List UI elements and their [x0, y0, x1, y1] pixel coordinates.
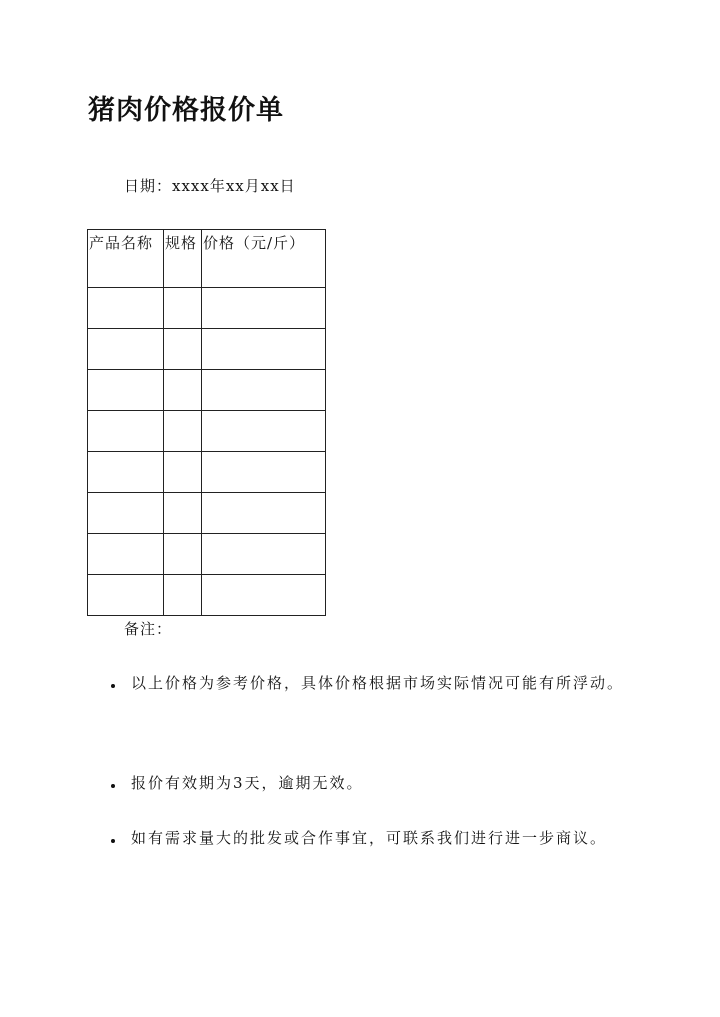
table-cell — [164, 411, 202, 452]
table-row — [88, 575, 326, 616]
table-cell — [164, 329, 202, 370]
price-table — [87, 229, 326, 616]
table-cell — [164, 452, 202, 493]
table-cell — [202, 329, 326, 370]
header-price: 价格（元/斤） — [202, 230, 326, 288]
remark-item: 报价有效期为3天，逾期无效。 — [131, 774, 364, 792]
table-cell — [88, 534, 164, 575]
table-cell — [164, 575, 202, 616]
table-cell — [164, 370, 202, 411]
table-cell — [202, 452, 326, 493]
document-title: 猪肉价格报价单 — [88, 95, 284, 126]
table-cell — [88, 288, 164, 329]
table-cell — [164, 534, 202, 575]
table-row — [88, 534, 326, 575]
remark-item: 以上价格为参考价格，具体价格根据市场实际情况可能有所浮动。 — [131, 674, 625, 692]
table-cell — [202, 575, 326, 616]
table-cell — [88, 575, 164, 616]
header-product-name: 产品名称 — [88, 230, 164, 288]
table-row — [88, 288, 326, 329]
date-line: 日期：xxxx年xx月xx日 — [124, 177, 296, 195]
bullet-icon — [111, 839, 115, 843]
table-row — [88, 411, 326, 452]
table-cell — [88, 411, 164, 452]
table-row — [88, 493, 326, 534]
table-cell — [88, 370, 164, 411]
table-cell — [202, 534, 326, 575]
table-cell — [202, 411, 326, 452]
table-cell — [202, 370, 326, 411]
table-cell — [164, 288, 202, 329]
table-cell — [164, 493, 202, 534]
table-cell — [88, 452, 164, 493]
table-cell — [202, 493, 326, 534]
remark-item: 如有需求量大的批发或合作事宜，可联系我们进行进一步商议。 — [131, 829, 608, 847]
table-row — [88, 452, 326, 493]
table-cell — [202, 288, 326, 329]
table-cell — [88, 329, 164, 370]
table-header-row — [88, 230, 326, 288]
table-row — [88, 370, 326, 411]
bullet-icon — [111, 684, 115, 688]
bullet-icon — [111, 784, 115, 788]
table-cell — [88, 493, 164, 534]
table-row — [88, 329, 326, 370]
remarks-label: 备注： — [124, 620, 173, 638]
header-spec: 规格 — [164, 230, 202, 288]
